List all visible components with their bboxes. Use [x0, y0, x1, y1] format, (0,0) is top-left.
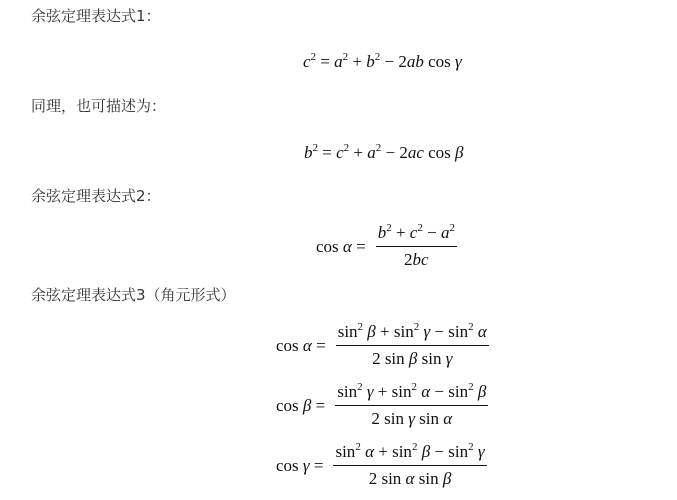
- formula-law-of-cosines-c: $c^2 = a^2 + b^2 - 2ab$ cos γ: [303, 51, 462, 71]
- label-expression-2: 余弦定理表达式2：: [31, 187, 161, 205]
- formula-cos-alpha-sides: cos α = $\frac{b^2 + c^2 - a^2}{2bc}$: [316, 222, 455, 269]
- formula-cos-gamma-sines: cos γ = $\frac{\sin^2 \alpha + \sin^2 \beta - \sin^2 \gamma}{\text{2 sin α sin β}}$: [276, 441, 485, 488]
- label-expression-3: 余弦定理表达式3（角元形式）: [31, 286, 236, 304]
- formula-cos-alpha-sines: cos α = $\frac{\sin^2 \beta + \sin^2 \gamma - \sin^2 \alpha}{\text{2 sin β sin γ}}$: [276, 321, 487, 368]
- formula-cos-beta-sines: cos β = $\frac{\sin^2 \gamma + \sin^2 \alpha - \sin^2 \beta}{\text{2 sin γ sin α}}$: [276, 381, 487, 428]
- label-equivalently: 同理，也可描述为：: [31, 97, 167, 115]
- formula-law-of-cosines-b: $b^2 = c^2 + a^2 - 2ac$ cos β: [304, 142, 464, 162]
- label-expression-1: 余弦定理表达式1：: [31, 7, 161, 25]
